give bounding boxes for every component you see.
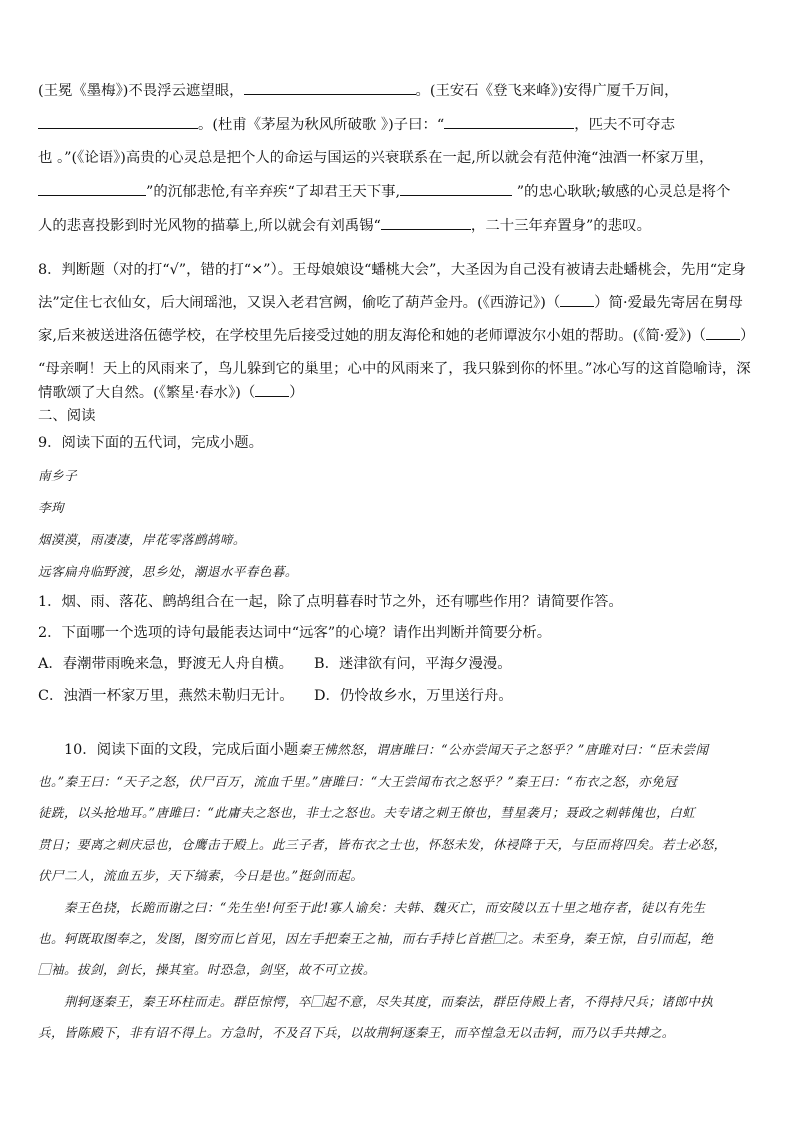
q7-text: 也 。”(《论语》)高贵的心灵总是把个人的命运与国运的兴衰联系在一起,所以就会有范仲淹“浊酒一杯家万里， (38, 150, 714, 166)
q8-text: “母亲啊！天上的风雨来了，鸟儿躲到它的巢里；心中的风雨来了，我只躲到你的怀里。”冰心写的这首隐喻诗，深 (38, 361, 751, 377)
q10-passage-line: 也。轲既取图奉之，发图，图穷而匕首见，因左手把秦王之袖，而右手持匕首揕⃞之。未至身，秦王惊，自引而起，绝 (38, 931, 714, 946)
q10-passage-line: 贯日；要离之刺庆忌也，仓鹰击于殿上。此三子者，皆布衣之士也，怀怒未发，休祲降于天，与臣而将四矣。若士必怒， (38, 837, 727, 852)
q7-text: ”的沉郁悲怆,有辛弃疾“了却君王天下事, (146, 184, 401, 200)
poem-title: 南乡子 (38, 468, 77, 483)
q7-line-3 (38, 148, 713, 168)
q7-line-2 (38, 114, 675, 135)
q10-passage-line: 徒跣，以头抢地耳。”唐雎曰：“此庸夫之怒也，非士之怒也。夫专诸之刺王僚也，彗星袭月；聂政之刺韩傀也，白虹 (38, 805, 696, 820)
q7-text: ，二十三年弃置身”的悲叹。 (470, 218, 651, 234)
option-c: C．浊酒一杯家万里，燕然未勒归无计。 (38, 688, 294, 704)
q10-passage-line: 荆轲逐秦王，秦王环柱而走。群臣惊愕，卒⃞起不意，尽失其度，而秦法，群臣侍殿上者，不得持尺兵；诸郎中执 (64, 994, 714, 1009)
answer-blank[interactable] (560, 294, 594, 307)
q7-text: (王冕《墨梅》)不畏浮云遮望眼， (38, 83, 244, 99)
q7-text: 。(杜甫《茅屋为秋风所破歌 》)子曰：“ (198, 117, 445, 133)
poem-line: 远客扁舟临野渡，思乡处，潮退水平春色暮。 (38, 564, 298, 579)
q10-passage-line: 也。”秦王曰：“天子之怒，伏尸百万，流血千里。”唐雎曰：“大王尝闻布衣之怒乎？”秦王曰：“布衣之怒，亦免冠 (38, 774, 678, 789)
poem-author: 李珣 (38, 500, 64, 515)
answer-blank[interactable] (255, 384, 289, 397)
q8-text: 法”定住七衣仙女，后大闹瑶池，又误入老君宫阙，偷吃了葫芦金丹。(《西游记》)（ (38, 295, 561, 311)
answer-blank[interactable] (706, 327, 740, 340)
q8-text: 家,后来被送进洛伍德学校，在学校里先后接受过她的朋友海伦和她的老师谭波尔小姐的帮助。(《简·爱》)（ (38, 328, 706, 344)
q9-sub-question-2: 2．下面哪一个选项的诗句最能表达词中“远客”的心境？请作出判断并简要分析。 (38, 625, 552, 641)
q9-options-row-2 (38, 686, 513, 706)
q9-options-row-1 (38, 654, 512, 674)
q8-text: 8．判断题（对的打“√”，错的打“×”）。王母娘娘设“蟠桃大会”，大圣因为自己没有被请去赴蟠桃会，先用“定身 (38, 262, 746, 278)
q10-passage-line: ⃞袖。拔剑，剑长，操其室。时恐急，剑坚，故不可立拔。 (38, 962, 376, 977)
q8-line-5 (38, 383, 304, 403)
q10-line-1 (64, 740, 709, 760)
q8-line-1 (38, 260, 746, 280)
q8-text: ）简·爱最先寄居在舅母 (594, 295, 743, 311)
q7-line-4 (38, 181, 730, 202)
q10-passage-line: 秦王色挠，长跪而谢之曰：“先生坐!何至于此!寡人谕矣：夫韩、魏灭亡，而安陵以五十里之地存者，徒以有先生 (64, 900, 706, 915)
q9-intro: 9．阅读下面的五代词，完成小题。 (38, 435, 264, 451)
q10-passage-line: 兵，皆陈殿下，非有诏不得上。方急时，不及召下兵，以故荆轲逐秦王，而卒惶急无以击轲，而乃以手共搏之。 (38, 1025, 675, 1040)
answer-blank[interactable] (381, 215, 471, 230)
q8-text: 情歌颂了大自然。(《繁星·春水》)（ (38, 385, 256, 401)
answer-blank[interactable] (444, 114, 574, 129)
answer-blank[interactable] (38, 181, 146, 196)
option-b: B．迷津欲有问，平海夕漫漫。 (314, 656, 512, 672)
q8-text: ） (739, 328, 755, 344)
q8-line-2 (38, 293, 743, 313)
poem-line: 烟漠漠，雨凄凄，岸花零落鹧鸪啼。 (38, 532, 246, 547)
q8-line-3 (38, 326, 754, 346)
q7-text: ，匹夫不可夺志 (574, 117, 675, 133)
section-heading: 二、阅读 (38, 408, 96, 424)
q8-text: ） (289, 385, 304, 401)
option-d: D．仍怜故乡水，万里送行舟。 (314, 688, 513, 704)
q7-text: 。(王安石《登飞来峰》)安得广厦千万间， (415, 83, 679, 99)
q7-line-1 (38, 80, 679, 101)
q7-line-5 (38, 215, 651, 236)
option-a: A．春潮带雨晚来急，野渡无人舟自横。 (38, 656, 294, 672)
q10-passage-line: 伏尸二人，流血五步，天下缟素，今日是也。”挺剑而起。 (38, 868, 364, 883)
q10-intro: 10．阅读下面的文段，完成后面小题 (64, 742, 299, 758)
q10-passage: 秦王怫然怒，谓唐雎曰：“公亦尝闻天子之怒乎？”唐雎对曰：“臣未尝闻 (298, 742, 709, 757)
answer-blank[interactable] (400, 181, 512, 196)
q8-line-4 (38, 359, 751, 379)
q9-sub-question-1: 1．烟、雨、落花、鹧鸪组合在一起，除了点明暮春时节之外，还有哪些作用？请简要作答。 (38, 594, 623, 610)
answer-blank[interactable] (244, 80, 416, 95)
q7-text: 人的悲喜投影到时光风物的描摹上,所以就会有刘禹锡“ (38, 218, 381, 234)
answer-blank[interactable] (38, 114, 198, 129)
q7-text: ”的忠心耿耿;敏感的心灵总是将个 (512, 184, 731, 200)
